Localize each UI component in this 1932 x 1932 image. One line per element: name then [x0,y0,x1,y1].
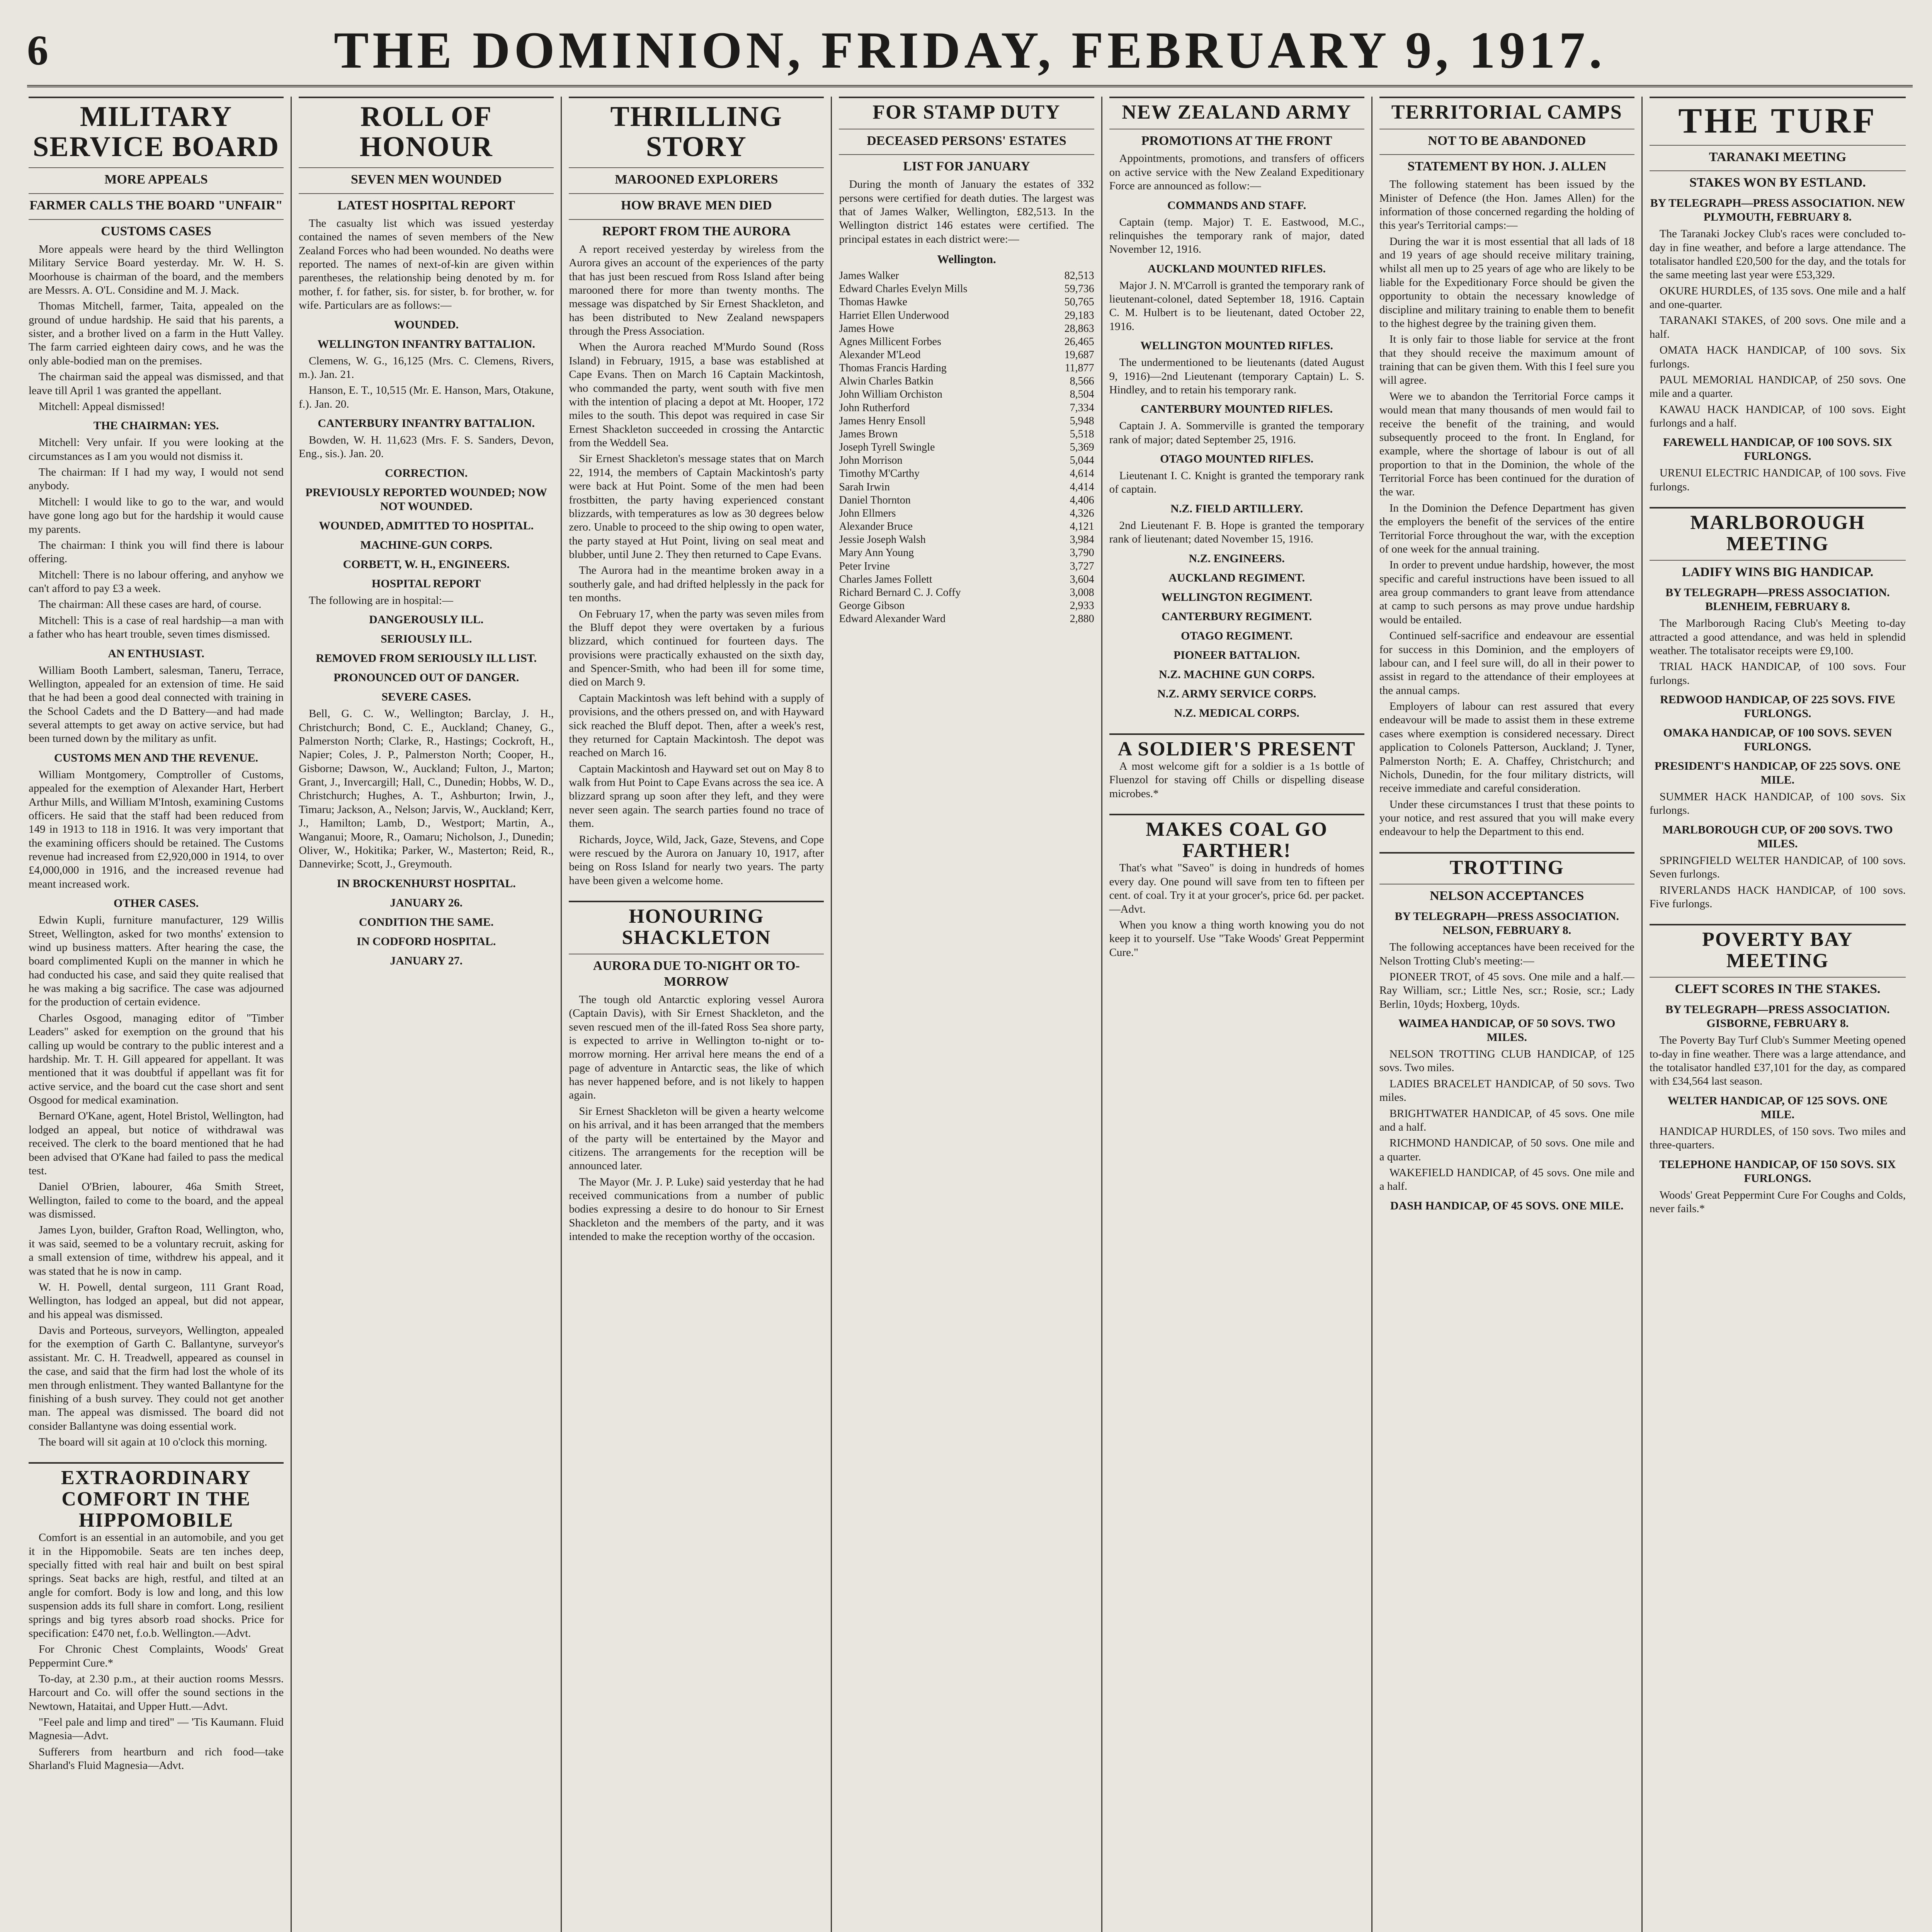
article-paragraph: Mitchell: Appeal dismissed! [39,400,165,413]
estate-name: Timothy M'Carthy [839,468,920,480]
estate-value: 3,790 [1070,547,1094,559]
estate-row [839,507,1094,520]
article-paragraph: The chairman: I think you will find there is labour offering. [29,539,284,565]
estate-value: 8,566 [1070,375,1094,388]
article-paragraph: Davis and Porteous, surveyors, Wellington, appealed for the exemption of Garth C. Ballantyne, surveyor's assistant. Mr. C. H. Treadwell, appeared as counsel in the case, and said that the firm had lost the whole of its men through enlistment. They wanted Ballantyne for the finishing of a bush survey. They could not get another man. The appeal was dismissed. The board did not consider Ballantyne was doing essential work. [29,1324,284,1432]
section-label: CORBETT, W. H., ENGINEERS. [343,558,510,571]
article-paragraph: Were we to abandon the Territorial Force camps it would mean that many thousands of men would fail to receive the benefit of the training, and would subsequently proceed to the front. In England, for example, where the shortage of labour is out of all proportion to that in the Dominion, the whole of the Territorial Force has been continued for the duration of the war. [1379,390,1634,498]
section-label: OMAKA HANDICAP, OF 100 SOVS. SEVEN FURLONGS. [1663,726,1892,753]
section-label: N.Z. MEDICAL CORPS. [1174,706,1299,719]
section-label: IN CODFORD HOSPITAL. [357,935,496,948]
article-paragraph: SPRINGFIELD WELTER HANDICAP, of 100 sovs. Seven furlongs. [1649,854,1906,881]
estate-row [839,586,1094,599]
estate-value: 26,465 [1064,335,1094,348]
estate-row [839,481,1094,494]
section-label: N.Z. ENGINEERS. [1189,552,1285,565]
article [1109,733,1364,801]
estate-row [839,520,1094,533]
estate-name: Richard Bernard C. J. Coffy [839,586,961,599]
article-subheadline: STATEMENT BY HON. J. ALLEN [1379,154,1634,175]
article-paragraph: To-day, at 2.30 p.m., at their auction rooms Messrs. Harcourt and Co. will offer the sound sections in the Newtown, Hataitai, and Upper Hutt.—Advt. [29,1672,284,1713]
estate-name: Charles James Follett [839,573,932,585]
article-paragraph: In the Dominion the Defence Department has given the employers the benefit of the services of the entire Territorial Force throughout the war, with the exception of one week for the annual training. [1379,502,1634,555]
estate-value: 2,933 [1070,599,1094,612]
article-paragraph: More appeals were heard by the third Wellington Military Service Board yesterday. Mr. W. H. S. Moorhouse is chairman of the board, and the members are Messrs. A. O'L. Considine and M. J. Mack. [29,243,284,296]
article-paragraph: URENUI ELECTRIC HANDICAP, of 100 sovs. Five furlongs. [1649,467,1906,493]
article [1379,97,1634,839]
article-paragraph: Comfort is an essential in an automobile, and you get it in the Hippomobile. Seats are ten inches deep, specially fitted with real hair and built on best spiral springs. Seat backs are high, restful, and tilted at an angle for comfort. Body is low and long, and this low suspension adds its full share in comfort. Long, resilient springs and big tyres absorb road shocks. Price for specification: £470 net, f.o.b. Wellington.—Advt. [29,1531,284,1639]
article [839,97,1094,626]
article-paragraph: The following are in hospital:— [309,594,453,607]
section-label: WELTER HANDICAP, OF 125 SOVS. ONE MILE. [1667,1094,1888,1121]
article-paragraph: Bowden, W. H. 11,623 (Mrs. F. S. Sanders, Devon, Eng., sis.). Jan. 20. [299,434,554,460]
estate-value: 2,880 [1070,613,1094,625]
article-headline: MAKES COAL GO FARTHER! [1109,814,1364,861]
article-subheadline: SEVEN MEN WOUNDED [299,167,554,188]
article [1650,97,1906,494]
estate-name: Joseph Tyrell Swingle [839,441,935,454]
article-headline: ROLL OF HONOUR [299,97,554,162]
section-label: WAIMEA HANDICAP, OF 50 SOVS. TWO MILES. [1398,1017,1616,1044]
article-paragraph: A report received yesterday by wireless from the Aurora gives an account of the experiences of the party that has just been rescued from Ross Island after being marooned there for more than twenty months. The message was dispatched by Sir Ernest Shackleton, and has been distributed to New Zealand newspapers through the Press Association. [569,243,824,338]
article-headline: EXTRAORDINARY COMFORT IN THE HIPPOMOBILE [29,1462,284,1531]
estate-name: John Morrison [839,454,903,467]
article-subheadline: CLEFT SCORES IN THE STAKES. [1650,977,1906,997]
article-subheadline: HOW BRAVE MEN DIED [569,193,824,214]
column-4 [837,97,1102,1932]
column-5 [1108,97,1372,1932]
section-label: BY TELEGRAPH—PRESS ASSOCIATION. GISBORNE, FEBRUARY 8. [1665,1003,1890,1030]
article-paragraph: The Taranaki Jockey Club's races were concluded to-day in fine weather, and before a large attendance. The totalisator handled £20,500 for the day, and the totals for the same meeting last year were £53,329. [1649,228,1906,281]
section-label: OTHER CASES. [114,897,199,910]
article-headline: FOR STAMP DUTY [839,97,1094,123]
article-paragraph: Major J. N. M'Carroll is granted the temporary rank of lieutenant-colonel, dated September 18, 1916. Captain C. M. Hulbert is to be lieutenant, dated October 22, 1916. [1109,279,1364,333]
article-paragraph: LADIES BRACELET HANDICAP, of 50 sovs. Two miles. [1379,1077,1634,1104]
estate-row [839,612,1094,626]
column-6 [1378,97,1643,1932]
section-label: REDWOOD HANDICAP, OF 225 SOVS. FIVE FURLONGS. [1660,693,1895,720]
article-paragraph: Appointments, promotions, and transfers of officers on active service with the New Zealand Expeditionary Force are announced as follow:— [1109,152,1364,192]
article [1379,852,1634,1213]
estate-name: John William Orchiston [839,388,942,401]
section-label: N.Z. ARMY SERVICE CORPS. [1157,687,1316,700]
article-paragraph: The following acceptances have been received for the Nelson Trotting Club's meeting:— [1379,941,1634,967]
section-label: CANTERBURY MOUNTED RIFLES. [1141,403,1333,416]
section-label: DANGEROUSLY ILL. [369,613,484,626]
article-paragraph: Sir Ernest Shackleton will be given a hearty welcome on his arrival, and it has been arranged that the members of the party will be entertained by the Mayor and citizens. The arrangements for the reception will be announced later. [569,1105,824,1172]
article-paragraph: For Chronic Chest Complaints, Woods' Great Peppermint Cure.* [29,1643,284,1669]
list-title: Wellington. [937,252,996,266]
article-subheadline: STAKES WON BY ESTLAND. [1650,170,1906,191]
article-paragraph: 2nd Lieutenant F. B. Hope is granted the temporary rank of lieutenant; dated November 15, 1916. [1109,519,1364,546]
estate-row [839,401,1094,415]
article-headline: THE TURF [1650,97,1906,139]
estate-value: 50,765 [1064,296,1094,308]
article-headline: TROTTING [1379,852,1634,879]
estate-value: 11,877 [1065,362,1094,374]
article-paragraph: Bell, G. C. W., Wellington; Barclay, J. H., Christchurch; Bond, C. E., Auckland; Chaney, G., Palmerston North; Clarke, R., Hastings; Cockroft, H., Napier; Coles, J. P., Palmerston North; Cooper, H., Gisborne; Dawson, W., Auckland; Fulton, J., Marton; Grant, J., Invercargill; Hall, C., Dunedin; Hobbs, W. D., Christchurch; Hughes, A. T., Ashburton; Irwin, J., Timaru; Jackson, A., Nelson; Jarvis, W., Auckland; Kerr, J., Hamilton; Lamb, D., Westport; Martin, A., Wanganui; Moore, R., Oamaru; Nicholson, J., Dunedin; Oliver, W., Hokitika; Parker, W., Masterton; Reid, R., Dannevirke; Scott, J., Greymouth. [299,707,554,871]
estate-row [839,573,1094,586]
article-paragraph: The casualty list which was issued yesterday contained the names of seven members of the New Zealand Forces who had been wounded. No deaths were reported. The names of next-of-kin are given within parentheses, the relationship being denoted by m. for mother, f. for father, sis. for sister, b. for brother, w. for wife. Particulars are as follows:— [299,217,554,312]
estate-value: 4,414 [1070,481,1094,493]
estate-name: John Rutherford [839,401,910,414]
estate-value: 19,687 [1064,349,1094,361]
article-subheadline: FARMER CALLS THE BOARD "UNFAIR" [29,193,284,214]
estate-name: Peter Irvine [839,560,890,572]
section-label: WOUNDED. [394,318,459,331]
article [1650,507,1906,911]
article-paragraph: PIONEER TROT, of 45 sovs. One mile and a half.—Ray William, scr.; Little Nes, scr.; Rosie, scr.; Lady Berlin, 10yds; Hoxberg, 10yds. [1379,970,1634,1010]
article-headline: A SOLDIER'S PRESENT [1109,733,1364,760]
article-paragraph: Daniel O'Brien, labourer, 46a Smith Street, Wellington, failed to come to the board, and the appeal was dismissed. [29,1180,284,1221]
article [569,97,824,888]
section-label: SERIOUSLY ILL. [381,633,472,646]
article-paragraph: The chairman said the appeal was dismissed, and that leave till April 1 was granted the appellant. [29,371,284,397]
estate-row [839,428,1094,441]
article-paragraph: The Aurora had in the meantime broken away in a southerly gale, and had drifted helplessly in the pack for ten months. [569,564,824,604]
article-paragraph: On February 17, when the party was seven miles from the Bluff depot they were overtaken by a furious blizzard, which continued for fourteen days. The provisions were practically exhausted on the sixth day, and Spencer-Smith, who had been ill for some time, died on March 9. [569,607,824,689]
article-subheadline: TARANAKI MEETING [1650,145,1906,165]
article-paragraph: The following statement has been issued by the Minister of Defence (the Hon. James Allen) for the information of those concerned regarding the holding of this year's Territorial camps:— [1379,178,1634,232]
article-paragraph: In order to prevent undue hardship, however, the most specific and careful instructions have been issued to all area group commanders to grant leave from attendance at camp to such persons as may prove undue hardship would be entailed. [1379,559,1634,626]
section-label: IN BROCKENHURST HOSPITAL. [337,877,516,890]
article-subheadline: LADIFY WINS BIG HANDICAP. [1650,560,1906,580]
estate-row [839,349,1094,362]
estate-name: Alexander M'Leod [839,349,921,361]
masthead [27,15,1913,87]
article-paragraph: That's what "Saveo" is doing in hundreds of homes every day. One pound will save from ten to fifteen per cent. of coal. Try it at your grocer's, price 6d. per packet.—Advt. [1109,862,1364,915]
article-paragraph: The undermentioned to be lieutenants (dated August 9, 1916)—2nd Lieutenant (temporary Captain) L. S. Hindley, and to retain his temporary rank. [1109,356,1364,396]
columns [27,97,1913,1932]
article-headline: THRILLING STORY [569,97,824,162]
estate-name: Agnes Millicent Forbes [839,335,941,348]
article-paragraph: During the war it is most essential that all lads of 18 and 19 years of age should receive military training, whilst all men up to 25 years of age who are likely to be liable for the Expeditionary Force should be given the opportunity to obtain the necessary knowledge of discipline and military training to enable them to benefit to the highest degree by the training given them. [1379,235,1634,330]
article-headline: MILITARY SERVICE BOARD [29,97,284,162]
article-paragraph: BRIGHTWATER HANDICAP, of 45 sovs. One mile and a half. [1379,1107,1634,1133]
article-paragraph: "Feel pale and limp and tired" — 'Tis Kaumann. Fluid Magnesia—Advt. [29,1716,284,1742]
article-paragraph: Thomas Mitchell, farmer, Taita, appealed on the ground of undue hardship. He said that his parents, a sister, and a brother lived on a farm in the Hutt Valley. The farm carried eighteen dairy cows, and he was the only able-bodied man on the premises. [29,300,284,367]
section-label: COMMANDS AND STAFF. [1167,199,1306,212]
article-paragraph: Lieutenant I. C. Knight is granted the temporary rank of captain. [1109,469,1364,496]
estate-name: Harriet Ellen Underwood [839,309,949,321]
estate-name: George Gibson [839,599,905,612]
article-paragraph: Captain J. A. Sommerville is granted the temporary rank of major; dated September 25, 1916. [1109,420,1364,446]
article-paragraph: William Booth Lambert, salesman, Taneru, Terrace, Wellington, appealed for an extension of time. He said that he had been a good deal connected with training in the School Cadets and the D Battery—and had made several attempts to get away on active service, but had been turned down by the military as unfit. [29,664,284,745]
estate-name: Mary Ann Young [839,547,914,559]
estate-value: 5,044 [1070,454,1094,467]
estate-name: James Walker [839,270,899,282]
article [1650,924,1906,1216]
section-label: PREVIOUSLY REPORTED WOUNDED; NOW NOT WOUNDED. [305,486,547,513]
article [569,901,824,1244]
estate-name: Thomas Hawke [839,296,907,308]
article-paragraph: Mitchell: There is no labour offering, and anyhow we can't afford to pay £3 a week. [29,568,284,595]
article-subheadline: CUSTOMS CASES [29,219,284,240]
estate-name: James Brown [839,428,898,440]
estate-name: Thomas Francis Harding [839,362,947,374]
section-label: MACHINE-GUN CORPS. [360,538,493,551]
article-paragraph: The board will sit again at 10 o'clock this morning. [39,1436,267,1449]
article-paragraph: A most welcome gift for a soldier is a 1s bottle of Fluenzol for staving off Chills or dispelling disease microbes.* [1109,760,1364,800]
estate-value: 4,121 [1070,520,1094,533]
article-paragraph: When the Aurora reached M'Murdo Sound (Ross Island) in February, 1915, a base was established at Cape Evans. Then on March 16 Captain Mackintosh, who commanded the party, went south with five men with the intention of placing a depot at Mt. Hooper, 172 miles to the south. This depot was required in case Sir Ernest Shackleton succeeded in crossing the Antarctic from the Weddell Sea. [569,341,824,449]
section-label: BY TELEGRAPH—PRESS ASSOCIATION. BLENHEIM, FEBRUARY 8. [1665,586,1890,613]
estate-value: 4,326 [1070,507,1094,519]
section-label: CANTERBURY REGIMENT. [1162,610,1312,623]
article-paragraph: The chairman: If I had my way, I would not send anybody. [29,466,284,492]
article-paragraph: RIVERLANDS HACK HANDICAP, of 100 sovs. Five furlongs. [1649,884,1906,910]
estate-value: 7,334 [1070,401,1094,414]
estate-name: Sarah Irwin [839,481,890,493]
article-headline: MARLBOROUGH MEETING [1650,507,1906,554]
estate-name: Jessie Joseph Walsh [839,534,926,546]
article-paragraph: The Marlborough Racing Club's Meeting to-day attracted a good attendance, and was held in splendid weather. The totalisator receipts were £9,100. [1649,617,1906,657]
article-paragraph: RICHMOND HANDICAP, of 50 sovs. One mile and a quarter. [1379,1137,1634,1163]
section-label: DASH HANDICAP, OF 45 SOVS. ONE MILE. [1390,1199,1624,1212]
estate-name: James Howe [839,322,894,335]
section-label: CONDITION THE SAME. [359,915,494,929]
section-label: WELLINGTON INFANTRY BATTALION. [317,337,535,350]
section-label: OTAGO MOUNTED RIFLES. [1160,452,1314,466]
estate-row [839,467,1094,480]
estate-row [839,388,1094,401]
article-paragraph: Employers of labour can rest assured that every endeavour will be made to assist them in these extreme cases where exemption is considered necessary. Direct application to Colonels Patterson, Auckland; J. Tyner, Palmerston North; E. A. Chaffey, Christchurch; and Nichols, Dunedin, for the four military districts, will receive immediate and careful consideration. [1379,700,1634,795]
estate-name: James Henry Ensoll [839,415,926,427]
section-label: THE CHAIRMAN: YES. [93,419,219,432]
section-label: JANUARY 26. [390,896,463,909]
article-paragraph: It is only fair to those liable for service at the front that they should receive the maximum amount of training that can be given them. With this I feel sure you will agree. [1379,333,1634,387]
article [29,1462,284,1772]
article-headline: POVERTY BAY MEETING [1650,924,1906,971]
article-paragraph: HANDICAP HURDLES, of 150 sovs. Two miles and three-quarters. [1649,1125,1906,1151]
article-paragraph: William Montgomery, Comptroller of Customs, appealed for the exemption of Alexander Hart, Herbert Arthur Mills, and William M'Intosh, examining Customs officers. He said that the staff had been reduced from 149 in 1913 to 118 in 1916. It was very important that the examining officers should be retained. The Customs revenue had increased from £2,920,000 in 1914, to over £4,000,000 in 1916, and the increased revenue had meant increased work. [29,768,284,890]
estate-row [839,599,1094,612]
article-paragraph: Under these circumstances I trust that these points to your notice, and rest assured that you will make every endeavour to help the Department to this end. [1379,798,1634,838]
article-paragraph: The Mayor (Mr. J. P. Luke) said yesterday that he had received communications from a number of public bodies expressing a desire to do honour to Sir Ernest Shackleton and the members of the party, and it was intended to make the reception worthy of the occasion. [569,1175,824,1243]
article-headline: TERRITORIAL CAMPS [1379,97,1634,123]
newspaper-title: THE DOMINION, FRIDAY, FEBRUARY 9, 1917. [334,21,1606,79]
estate-row [839,322,1094,335]
article-subheadline: REPORT FROM THE AURORA [569,219,824,240]
section-label: FAREWELL HANDICAP, OF 100 SOVS. SIX FURLONGS. [1663,436,1892,463]
estate-name: Daniel Thornton [839,494,911,506]
article-paragraph: Sufferers from heartburn and rich food—take Sharland's Fluid Magnesia—Advt. [29,1745,284,1772]
section-label: CUSTOMS MEN AND THE REVENUE. [54,751,259,764]
section-label: CORRECTION. [385,466,468,480]
article-paragraph: W. H. Powell, dental surgeon, 111 Grant Road, Wellington, has lodged an appeal, but did not appear, and his appeal was dismissed. [29,1281,284,1321]
estate-row [839,533,1094,546]
article-paragraph: Woods' Great Peppermint Cure For Coughs and Colds, never fails.* [1649,1189,1906,1215]
section-label: PRESIDENT'S HANDICAP, OF 225 SOVS. ONE MILE. [1654,760,1901,787]
article-paragraph: Clemens, W. G., 16,125 (Mrs. C. Clemens, Rivers, m.). Jan. 21. [299,354,554,381]
estates-list [839,269,1094,626]
section-label: WELLINGTON REGIMENT. [1161,590,1312,604]
article-subheadline: NOT TO BE ABANDONED [1379,129,1634,149]
article-paragraph: OMATA HACK HANDICAP, of 100 sovs. Six furlongs. [1649,344,1906,370]
estate-value: 3,008 [1070,586,1094,599]
column-3 [567,97,832,1932]
article-paragraph: Bernard O'Kane, agent, Hotel Bristol, Wellington, had lodged an appeal, but notice of withdrawal was received. The clerk to the board mentioned that he had been advised that O'Kane had failed to pass the medical test. [29,1110,284,1177]
estate-name: Alwin Charles Batkin [839,375,934,388]
estate-row [839,494,1094,507]
article-paragraph: NELSON TROTTING CLUB HANDICAP, of 125 sovs. Two miles. [1379,1048,1634,1074]
column-1 [27,97,292,1932]
estate-row [839,309,1094,322]
article-subheadline: LATEST HOSPITAL REPORT [299,193,554,214]
estate-value: 4,406 [1070,494,1094,506]
estate-value: 3,604 [1070,573,1094,585]
article-paragraph: PAUL MEMORIAL HANDICAP, of 250 sovs. One mile and a quarter. [1649,373,1906,400]
estate-row [839,415,1094,428]
estate-row [839,441,1094,454]
section-label: AN ENTHUSIAST. [108,647,204,660]
section-label: PIONEER BATTALION. [1173,648,1300,662]
section-label: N.Z. FIELD ARTILLERY. [1170,502,1303,515]
article-paragraph: Edwin Kupli, furniture manufacturer, 129 Willis Street, Wellington, asked for two months' extension to wind up business matters. After hearing the case, the board complimented Kupli on the manner in which he had conducted his case, and said they quite realised that he was making a big sacrifice. The case was adjourned for the production of certain evidence. [29,914,284,1009]
estate-row [839,546,1094,560]
section-label: JANUARY 27. [390,954,463,967]
estate-row [839,375,1094,388]
article-subheadline: LIST FOR JANUARY [839,154,1094,175]
article-paragraph: James Lyon, builder, Grafton Road, Wellington, who, it was said, seemed to be a voluntary recruit, asking for a small extension of time, withdrew his appeal, and it was stated that he is now in camp. [29,1224,284,1277]
estate-value: 29,183 [1064,309,1094,321]
column-7 [1648,97,1913,1932]
section-label: AUCKLAND REGIMENT. [1168,571,1305,584]
article-paragraph: During the month of January the estates of 332 persons were certified for death duties. The largest was that of James Walker, Wellington, £82,513. In the Wellington district 146 estates were certified. The principal estates in each district were:— [839,178,1094,245]
estate-value: 3,984 [1070,534,1094,546]
estate-row [839,362,1094,375]
article-paragraph: Richards, Joyce, Wild, Jack, Gaze, Stevens, and Cope were rescued by the Aurora on January 10, 1917, after being on Ross Island for nearly two years. The party have been given a welcome home. [569,833,824,887]
article-subheadline: DECEASED PERSONS' ESTATES [839,129,1094,149]
article-paragraph: OKURE HURDLES, of 135 sovs. One mile and a half and one-quarter. [1649,284,1906,311]
article [1109,97,1364,720]
estate-row [839,560,1094,573]
section-label: N.Z. MACHINE GUN CORPS. [1158,668,1315,681]
article-paragraph: WAKEFIELD HANDICAP, of 45 sovs. One mile and a half. [1379,1167,1634,1193]
section-label: BY TELEGRAPH—PRESS ASSOCIATION. NELSON, FEBRUARY 8. [1395,910,1619,937]
section-label: TELEPHONE HANDICAP, OF 150 SOVS. SIX FURLONGS. [1659,1158,1896,1185]
section-label: PRONOUNCED OUT OF DANGER. [333,671,519,684]
estate-value: 4,614 [1070,468,1094,480]
estate-value: 5,518 [1070,428,1094,440]
article-paragraph: Captain Mackintosh and Hayward set out on May 8 to walk from Hut Point to Cape Evans across the sea ice. A blizzard sprang up soon after they left, and they were never seen again. The search parties found no trace of them. [569,762,824,830]
estate-value: 5,369 [1070,441,1094,454]
article [299,97,554,968]
article-subheadline: MORE APPEALS [29,167,284,188]
article-subheadline: NELSON ACCEPTANCES [1379,884,1634,904]
article-paragraph: TARANAKI STAKES, of 200 sovs. One mile and a half. [1649,314,1906,340]
article-paragraph: The tough old Antarctic exploring vessel Aurora (Captain Davis), with Sir Ernest Shackleton, and the seven rescued men of the ill-fated Ross Sea shore party, is expected to arrive in Wellington to-night or to-morrow morning. Her arrival here means the end of a page of adventure in Antarctic seas, the like of which has never happened before, and is not likely to happen again. [569,993,824,1102]
article-paragraph: Captain Mackintosh was left behind with a supply of provisions, and the others pressed on, and with Hayward sick reached the Bluff depot. Then, after a week's rest, they returned for Captain Mackintosh. The depot was reached on March 16. [569,692,824,759]
estate-row [839,269,1094,282]
section-label: WELLINGTON MOUNTED RIFLES. [1140,339,1333,352]
article-subheadline: MAROONED EXPLORERS [569,167,824,188]
estate-row [839,296,1094,309]
article-paragraph: Sir Ernest Shackleton's message states that on March 22, 1914, the members of Captain Mackintosh's party were back at Hut Point. Some of the men had been frostbitten, the party having experienced constant blizzards, with temperatures as low as 30 degrees below zero. Unable to proceed to the ship owing to open water, the party stayed at Hut Point, living on seal meat and blubber, until June 2. They then returned to Cape Evans. [569,452,824,561]
article-paragraph: KAWAU HACK HANDICAP, of 100 sovs. Eight furlongs and a half. [1649,403,1906,430]
section-label: OTAGO REGIMENT. [1181,629,1293,642]
estate-value: 59,736 [1064,283,1094,295]
estate-value: 8,504 [1070,388,1094,401]
article-paragraph: The Poverty Bay Turf Club's Summer Meeting opened to-day in fine weather. There was a large attendance, and the totalisator handled £37,101 for the day, as compared with £34,564 last season. [1649,1034,1906,1088]
article [1109,814,1364,959]
article [29,97,284,1449]
article-paragraph: Mitchell: I would like to go to the war, and would have gone long ago but for the hardship it would cause my parents. [29,495,284,536]
estate-name: John Ellmers [839,507,896,519]
page-number: 6 [27,26,48,74]
estate-row [839,454,1094,467]
article-paragraph: SUMMER HACK HANDICAP, of 100 sovs. Six furlongs. [1649,791,1906,817]
article-paragraph: Captain (temp. Major) T. E. Eastwood, M.C., relinquishes the temporary rank of major, dated November 12, 1916. [1109,216,1364,256]
section-label: REMOVED FROM SERIOUSLY ILL LIST. [316,652,537,665]
estate-row [839,335,1094,349]
section-label: MARLBOROUGH CUP, OF 200 SOVS. TWO MILES. [1662,823,1893,850]
article-paragraph: Mitchell: Very unfair. If you were looking at the circumstances as I am you would not dismiss it. [29,436,284,463]
article-subheadline: PROMOTIONS AT THE FRONT [1109,129,1364,149]
section-label: HOSPITAL REPORT [371,577,481,590]
article-paragraph: Hanson, E. T., 10,515 (Mr. E. Hanson, Mars, Otakune, f.). Jan. 20. [299,384,554,410]
article-subheadline: AURORA DUE TO-NIGHT OR TO-MORROW [569,954,824,990]
estate-value: 28,863 [1064,322,1094,335]
estate-value: 82,513 [1064,270,1094,282]
article-paragraph: Mitchell: This is a case of real hardship—a man with a father who has heart trouble, seven times dismissed. [29,614,284,641]
estate-name: Alexander Bruce [839,520,913,533]
section-label: BY TELEGRAPH—PRESS ASSOCIATION. NEW PLYMOUTH, FEBRUARY 8. [1650,197,1905,224]
article-headline: NEW ZEALAND ARMY [1109,97,1364,123]
article-paragraph: Continued self-sacrifice and endeavour are essential for success in this Dominion, and the employers of labour can, and I feel sure will, do all in their power to assist in regard to the attendance of their employees at the annual camps. [1379,629,1634,697]
article-paragraph: When you know a thing worth knowing you do not keep it to yourself. Use "Take Woods' Great Peppermint Cure." [1109,918,1364,959]
section-label: CANTERBURY INFANTRY BATTALION. [318,417,535,430]
estate-name: Edward Charles Evelyn Mills [839,283,968,295]
article-paragraph: The chairman: All these cases are hard, of course. [39,598,262,611]
estate-row [839,282,1094,296]
column-2 [297,97,562,1932]
section-label: AUCKLAND MOUNTED RIFLES. [1148,262,1326,275]
article-headline: HONOURING SHACKLETON [569,901,824,948]
article-paragraph: Charles Osgood, managing editor of "Timber Leaders" asked for exemption on the ground that his calling up would be contrary to the public interest and a hardship. Mr. T. H. Gill appeared for appellant. It was mentioned that it was doubtful if appellant was fit for active service, and the board cut the case short and sent Osgood for medical examination. [29,1012,284,1107]
estate-name: Edward Alexander Ward [839,613,946,625]
estate-value: 3,727 [1070,560,1094,572]
estate-value: 5,948 [1070,415,1094,427]
article-paragraph: TRIAL HACK HANDICAP, of 100 sovs. Four furlongs. [1649,660,1906,687]
section-label: SEVERE CASES. [381,690,471,704]
section-label: WOUNDED, ADMITTED TO HOSPITAL. [319,519,534,532]
